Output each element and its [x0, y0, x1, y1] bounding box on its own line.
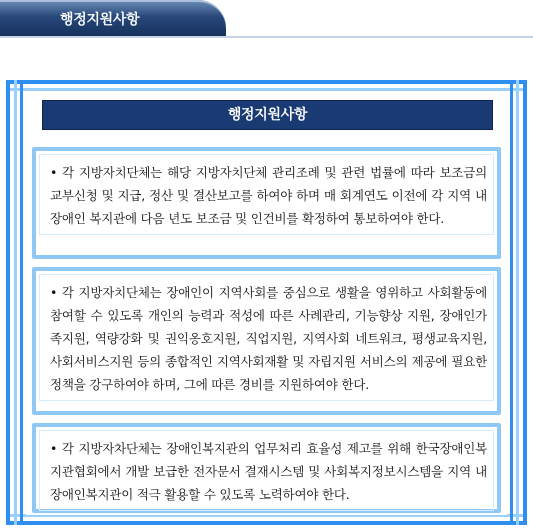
info-text-2: • 각 지방자치단체는 장애인이 지역사회를 중심으로 생활을 영위하고 사회활동에 참여할 수 있도록 개인의 능력과 적성에 따른 사례관리, 기능향상 지원, 장애인가족지원, 역량강화 및 권익옹호지원, 직업지원, 지역사회 네트워크, 평생교육지원, 사회서비스지원 등의 종합적인 지역사회재활 및 자립지원 서비스의 제공에 필요한 정책을 강구하여야 하며, 그에 따른 경비를 지원하여야 한다. — [39, 274, 494, 401]
frame-stripe-left — [6, 80, 10, 525]
frame-stripe-right-2 — [510, 80, 513, 525]
frame-stripe-right — [523, 80, 527, 525]
info-box-2 — [32, 267, 501, 415]
frame-stripe-left-2 — [20, 80, 23, 525]
content-frame — [6, 80, 527, 525]
frame-stripe-left-inner — [14, 80, 17, 525]
info-box-1 — [32, 147, 501, 259]
frame-stripe-top — [6, 80, 527, 84]
section-tab — [0, 0, 226, 37]
tab-underline — [0, 36, 533, 38]
info-text-1: • 각 지방자치단체는 해당 지방자치단체 관리조례 및 관련 법률에 따라 보조금의 교부신청 및 지급, 정산 및 결산보고를 하여야 하며 매 회계연도 이전에 각 지역 내 장애인 복지관에 다음 년도 보조금 및 인건비를 확정하여 통보하여야 한다. — [39, 154, 494, 235]
content-inner — [26, 95, 507, 515]
info-text-3: • 각 지방자차단체는 장애인복지관의 업무처리 효율성 제고를 위해 한국장애인복지관협회에서 개발 보급한 전자문서 결재시스템 및 사회복지정보시스템을 지역 내 장애인복지관이 적극 활용할 수 있도록 노력하여야 한다. — [39, 430, 494, 511]
frame-stripe-bottom — [6, 521, 527, 525]
section-heading: 행정지원사항 — [42, 100, 493, 130]
tab-title: 행정지원사항 — [60, 12, 140, 28]
frame-stripe-top-inner — [6, 88, 527, 91]
info-box-3 — [32, 423, 501, 513]
frame-stripe-right-inner — [516, 80, 519, 525]
